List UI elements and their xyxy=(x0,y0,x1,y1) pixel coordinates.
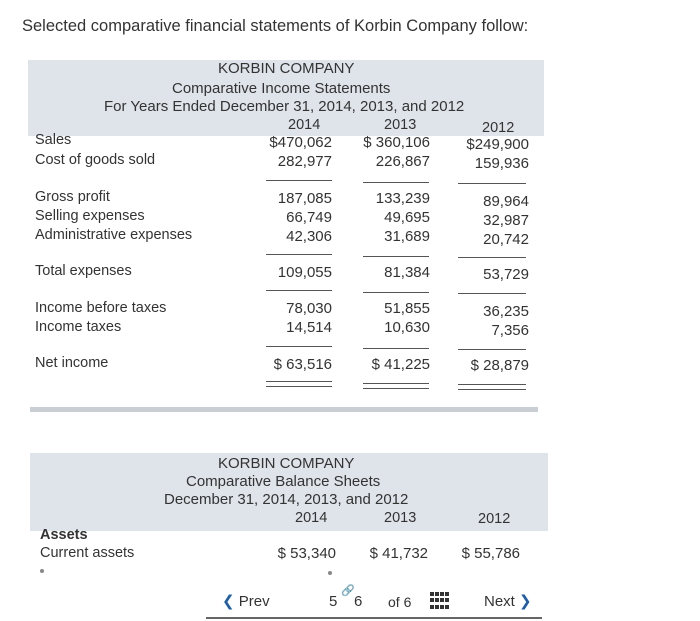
balance-company-name: KORBIN COMPANY xyxy=(218,455,355,472)
selling-expenses-2013: 49,695 xyxy=(384,209,430,226)
current-assets-2013: $ 41,732 xyxy=(369,545,428,562)
row-label-admin-expenses: Administrative expenses xyxy=(35,227,193,243)
admin-expenses-2013: 31,689 xyxy=(384,228,430,245)
prev-button[interactable] xyxy=(222,592,270,610)
income-taxes-2012: 7,356 xyxy=(491,322,529,339)
selling-expenses-2014: 66,749 xyxy=(286,209,332,226)
income-statement-period: For Years Ended December 31, 2014, 2013, and 2012 xyxy=(104,98,465,115)
total-expenses-2013: 81,384 xyxy=(384,264,430,281)
current-assets-2014: $ 53,340 xyxy=(277,545,336,562)
row-label-sales: Sales xyxy=(35,132,72,148)
sales-2014: $470,062 xyxy=(269,134,332,151)
page-count: of 6 xyxy=(388,594,412,610)
statement-separator xyxy=(30,407,538,412)
page-6-button[interactable]: 6 xyxy=(354,593,363,610)
intro-text: Selected comparative financial statements of Korbin Company follow: xyxy=(22,17,529,35)
income-company-name: KORBIN COMPANY xyxy=(218,60,355,77)
income-statement-title: Comparative Income Statements xyxy=(172,80,391,97)
income-before-taxes-2013: 51,855 xyxy=(384,300,430,317)
net-income-2013: $ 41,225 xyxy=(371,356,430,373)
gross-profit-2013: 133,239 xyxy=(375,190,430,207)
link-icon: 🔗 xyxy=(341,585,355,597)
row-label-net-income: Net income xyxy=(35,355,109,371)
row-label-income-before-taxes: Income before taxes xyxy=(35,300,167,316)
income-year-2012: 2012 xyxy=(482,120,515,136)
row-label-current-assets: Current assets xyxy=(40,545,135,561)
sales-2013: $ 360,106 xyxy=(363,134,430,151)
income-before-taxes-2014: 78,030 xyxy=(286,300,332,317)
assets-heading: Assets xyxy=(40,527,88,543)
pager-underline xyxy=(206,617,542,619)
chevron-left-icon: ❮ xyxy=(222,593,235,610)
row-label-selling-expenses: Selling expenses xyxy=(35,208,145,224)
row-label-total-expenses: Total expenses xyxy=(35,263,132,279)
cogs-2014: 282,977 xyxy=(277,153,332,170)
selling-expenses-2012: 32,987 xyxy=(483,212,529,229)
admin-expenses-2012: 20,742 xyxy=(483,231,529,248)
cogs-2012: 159,936 xyxy=(474,155,529,172)
page-5-button[interactable]: 5 xyxy=(329,593,338,610)
income-year-2014: 2014 xyxy=(288,117,321,133)
income-taxes-2014: 14,514 xyxy=(286,319,332,336)
balance-year-2013: 2013 xyxy=(384,510,417,526)
current-assets-2012: $ 55,786 xyxy=(461,545,520,562)
prev-label: Prev xyxy=(238,593,270,610)
income-year-2013: 2013 xyxy=(384,117,417,133)
sales-2012: $249,900 xyxy=(466,136,529,153)
balance-year-2012: 2012 xyxy=(478,511,511,527)
net-income-2012: $ 28,879 xyxy=(470,357,529,374)
row-label-gross-profit: Gross profit xyxy=(35,189,110,205)
balance-sheet-period: December 31, 2014, 2013, and 2012 xyxy=(164,491,409,508)
income-taxes-2013: 10,630 xyxy=(384,319,430,336)
total-expenses-2012: 53,729 xyxy=(483,266,529,283)
gross-profit-2014: 187,085 xyxy=(277,190,332,207)
grid-view-icon[interactable] xyxy=(430,592,450,610)
next-label: Next xyxy=(484,593,515,610)
row-label-cogs: Cost of goods sold xyxy=(35,152,156,168)
cogs-2013: 226,867 xyxy=(375,153,430,170)
gross-profit-2012: 89,964 xyxy=(483,193,529,210)
income-before-taxes-2012: 36,235 xyxy=(483,303,529,320)
total-expenses-2014: 109,055 xyxy=(277,264,332,281)
balance-year-2014: 2014 xyxy=(295,510,328,526)
row-label-income-taxes: Income taxes xyxy=(35,319,122,335)
admin-expenses-2014: 42,306 xyxy=(286,228,332,245)
net-income-2014: $ 63,516 xyxy=(273,356,332,373)
balance-sheet-title: Comparative Balance Sheets xyxy=(186,473,381,490)
next-button[interactable] xyxy=(484,592,532,610)
chevron-right-icon: ❯ xyxy=(519,593,532,610)
